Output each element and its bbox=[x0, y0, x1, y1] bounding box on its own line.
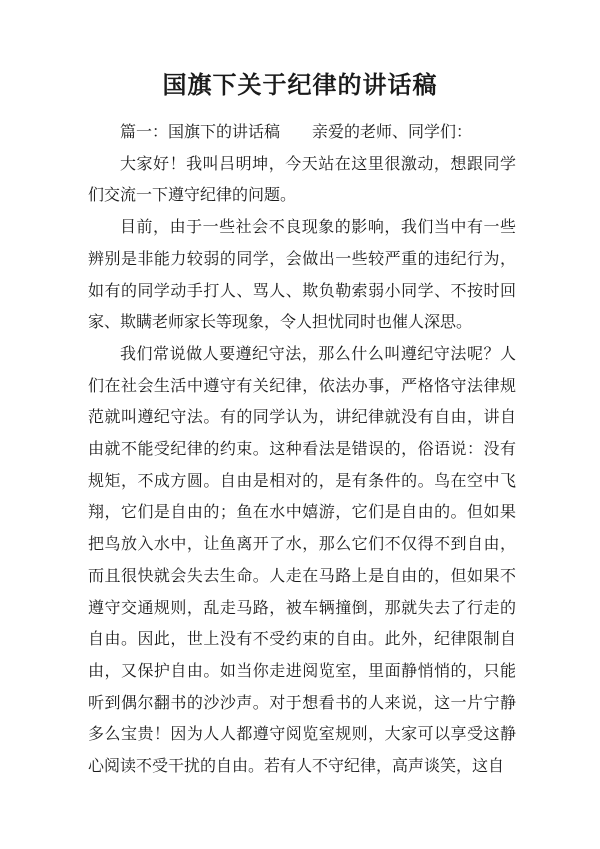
paragraph-discipline-freedom: 我们常说做人要遵纪守法，那么什么叫遵纪守法呢？人们在社会生活中遵守有关纪律，依法办事，严格恪守法律规范就叫遵纪守法。有的同学认为，讲纪律就没有自由，讲自由就不能受纪律的约束。这种看法是错误的，俗语说：没有规矩，不成方圆。自由是相对的，是有条件的。鸟在空中飞翔，它们是自由的；鱼在水中嬉游，它们是自由的。但如果把鸟放入水中，让鱼离开了水，那么它们不仅得不到自由，而且很快就会失去生命。人走在马路上是自由的，但如果不遵守交通规则，乱走马路，被车辆撞倒，那就失去了行走的自由。因此，世上没有不受约束的自由。此外，纪律限制自由，又保护自由。如当你走进阅览室，里面静悄悄的，只能听到偶尔翻书的沙沙声。对于想看书的人来说，这一片宁静多么宝贵！因为人人都遵守阅览室规则，大家可以享受这静心阅读不受干扰的自由。若有人不守纪律，高声谈笑，这自 bbox=[88, 343, 516, 776]
document-body bbox=[88, 116, 516, 782]
paragraph-greeting: 大家好！我叫吕明坤，今天站在这里很激动，想跟同学们交流一下遵守纪律的问题。 bbox=[88, 153, 516, 205]
page-title: 国旗下关于纪律的讲话稿 bbox=[162, 70, 438, 99]
intro-line: 篇一：国旗下的讲话稿 亲爱的老师、同学们： bbox=[120, 122, 473, 141]
paragraph-current-situation: 目前，由于一些社会不良现象的影响，我们当中有一些辨别是非能力较弱的同学，会做出一些较严重的违纪行为，如有的同学动手打人、骂人、欺负勒索弱小同学、不按时回家、欺瞒老师家长等现象，令人担忧同时也催人深思。 bbox=[88, 217, 516, 332]
